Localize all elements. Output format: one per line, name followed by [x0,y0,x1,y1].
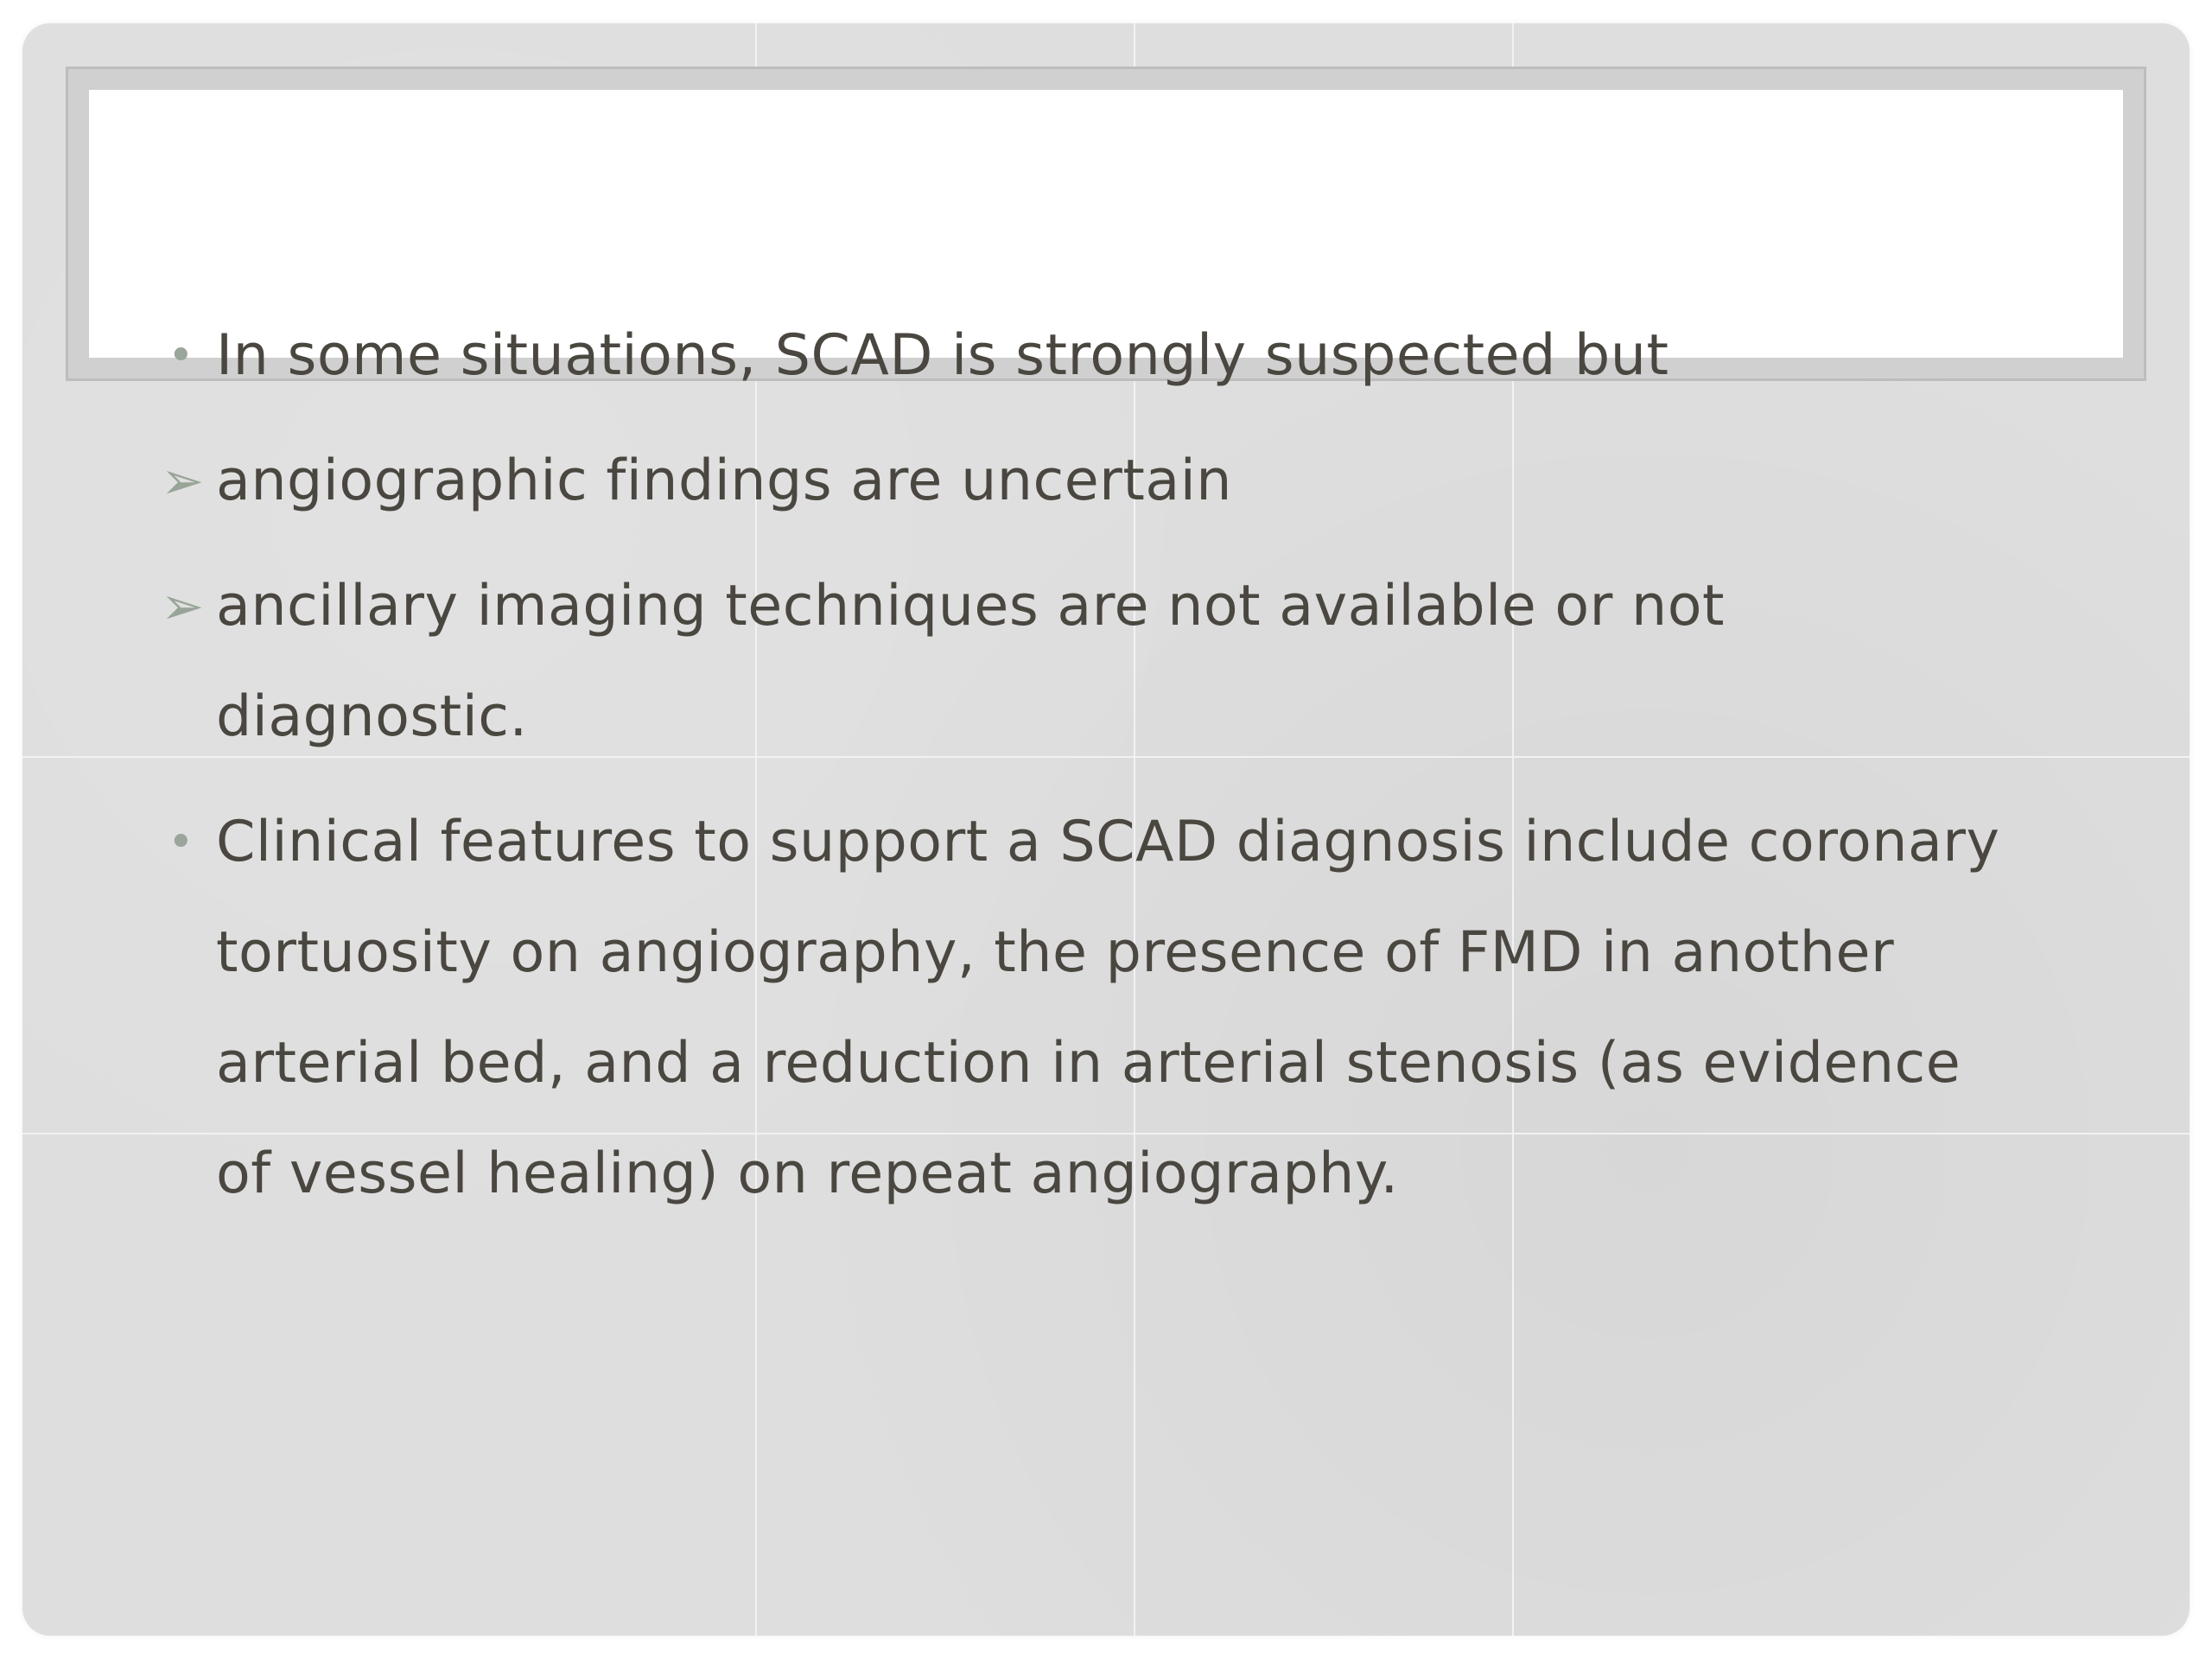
bullet-item-continued [216,1119,2117,1230]
bullet-text-line: tortuosity on angiography, the presence of FMD in another [216,920,1895,985]
slide [22,23,2190,1636]
sub-bullet-item [161,551,2117,662]
arrow-bullet-icon: ➢ [161,451,205,512]
bullet-dot-icon: • [168,817,195,868]
sub-bullet-item [161,426,2117,537]
bullet-item [168,787,2117,898]
bullet-text-line: ancillary imaging techniques are not available or not [216,574,1725,639]
arrow-bullet-icon: ➢ [161,576,205,637]
bullet-item-continued [216,898,2117,1008]
bullet-text-line: arterial bed, and a reduction in arterial stenosis (as evidence [216,1031,1961,1096]
slide-body [22,23,2190,1636]
bullet-text-line: of vessel healing) on repeat angiography. [216,1141,1399,1206]
bullet-item [168,301,2117,411]
sub-bullet-item-continued [216,662,2117,772]
bullet-item-continued [216,1008,2117,1119]
bullet-dot-icon: • [168,330,195,382]
bullet-text-line: diagnostic. [216,684,528,749]
bullet-text: angiographic findings are uncertain [216,448,1232,513]
bullet-text: In some situations, SCAD is strongly suspected but [216,323,1669,388]
bullet-text-line: Clinical features to support a SCAD diagnosis include coronary [216,810,2000,874]
